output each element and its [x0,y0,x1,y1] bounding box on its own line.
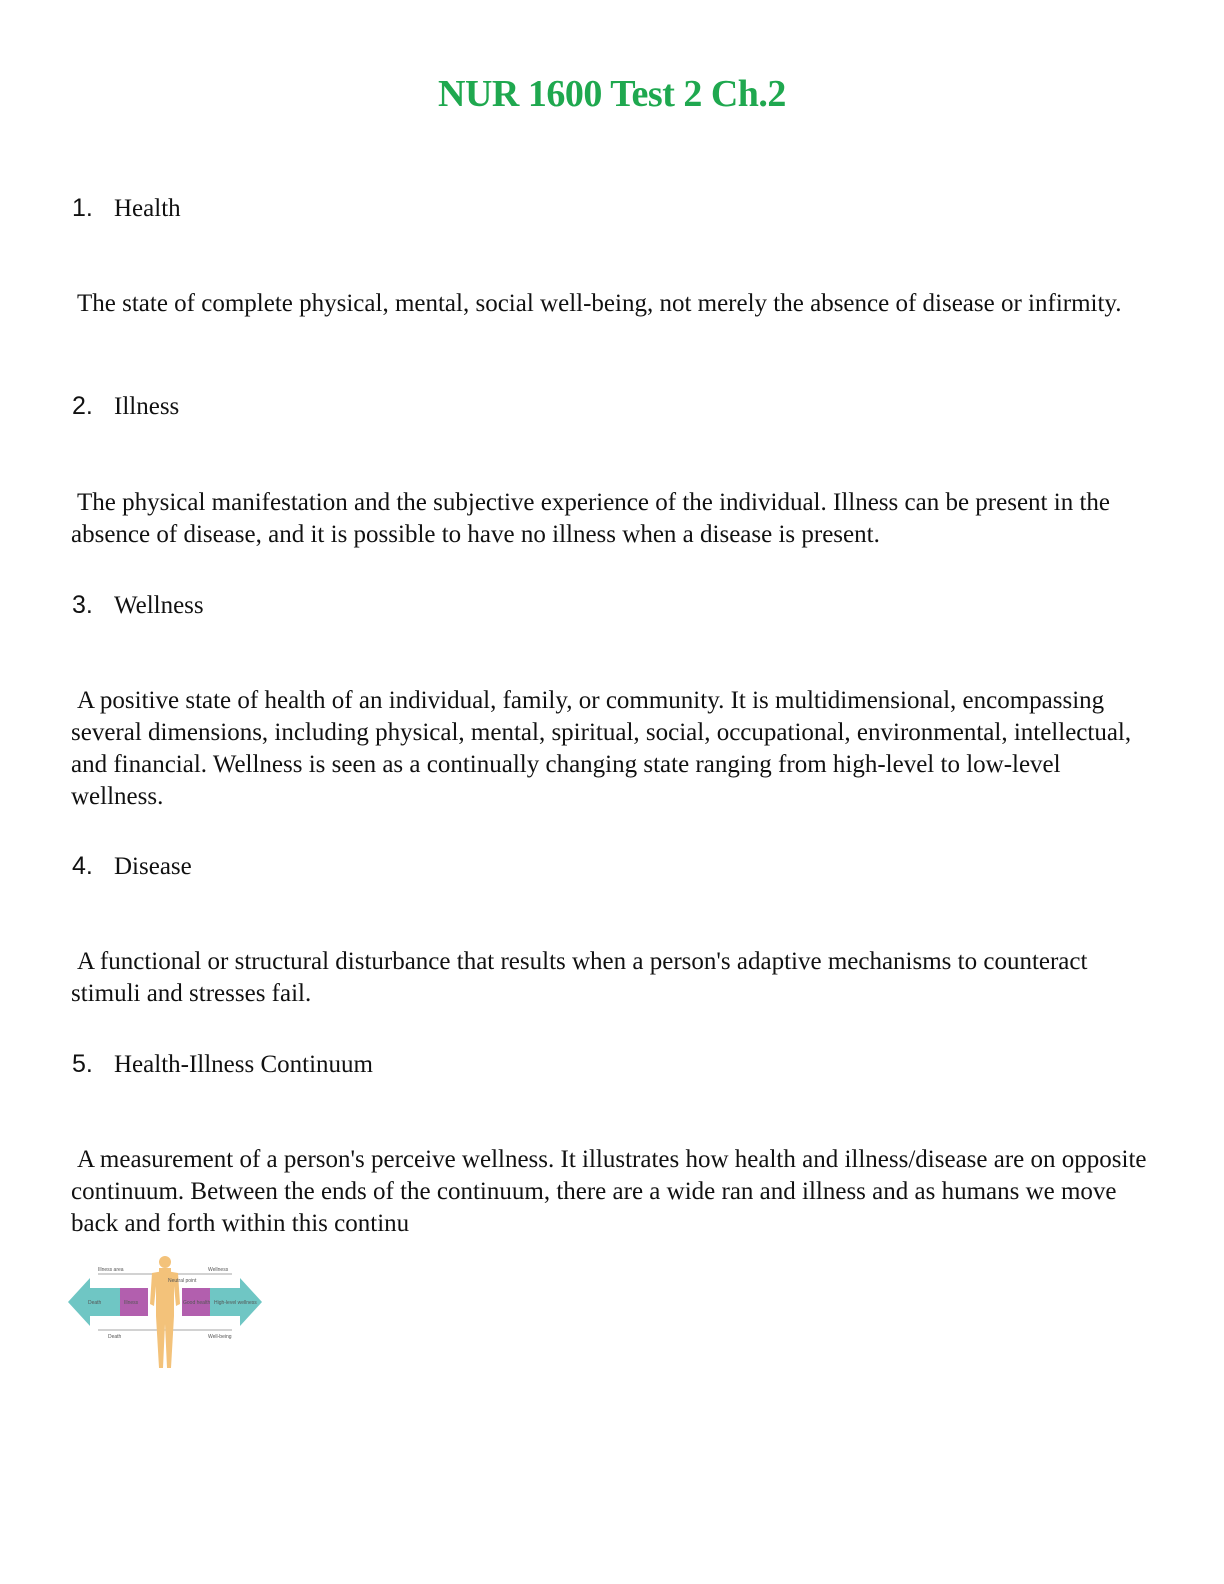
well-being-label: Well-being [208,1334,232,1340]
term-heading [72,391,179,422]
illness-box-label: Illness [124,1300,139,1306]
good-health-label: Good health [183,1300,211,1306]
continuum-illustration [68,1254,262,1370]
term-number: 2. [72,392,93,420]
term-label: Disease [114,853,192,880]
term-number: 1. [72,194,93,222]
neutral-point-label: Neutral point [168,1278,197,1284]
term-heading [72,590,204,621]
term-definition: The state of complete physical, mental, social well-being, not merely the absence of disease or infirmity. [77,290,1122,317]
term-number: 4. [72,852,93,880]
term-label: Health [114,195,181,222]
term-definition: The physical manifestation and the subjective experience of the individual. Illness can be present in the absence of disease, and it is possible to have no illness when a disease is present. [71,489,1110,548]
health-illness-continuum-diagram [68,1254,262,1370]
term-definition: A positive state of health of an individual, family, or community. It is multidimensional, encompassing several dimensions, including physical, mental, spiritual, social, occupational, environmental, intellectual, and financial. Wellness is seen as a continually changing state ranging from high-level to low-level wellness. [71,687,1132,810]
term-heading [72,1049,373,1080]
high-level-wellness-label: High-level wellness [214,1300,257,1306]
term-definition: A measurement of a person's perceive wellness. It illustrates how health and illness/disease are on opposite continuum. Between the ends of the continuum, there are a wide ran and illness and as humans we move back and forth within this continu [71,1146,1147,1237]
term-heading [72,851,192,882]
wellness-area-label: Wellness [208,1267,229,1273]
term-number: 3. [72,591,93,619]
term-label: Wellness [114,592,204,619]
term-number: 5. [72,1050,93,1078]
death-box-label: Death [88,1300,102,1306]
illness-area-label: Illness area [98,1267,124,1273]
term-label: Health-Illness Continuum [114,1051,373,1078]
page-title: NUR 1600 Test 2 Ch.2 [438,73,786,115]
term-label: Illness [114,393,180,420]
term-definition: A functional or structural disturbance that results when a person's adaptive mechanisms to counteract stimuli and stresses fail. [71,948,1088,1007]
human-figure-icon [150,1256,180,1368]
term-heading [72,193,181,224]
death-bottom-label: Death [108,1334,122,1340]
